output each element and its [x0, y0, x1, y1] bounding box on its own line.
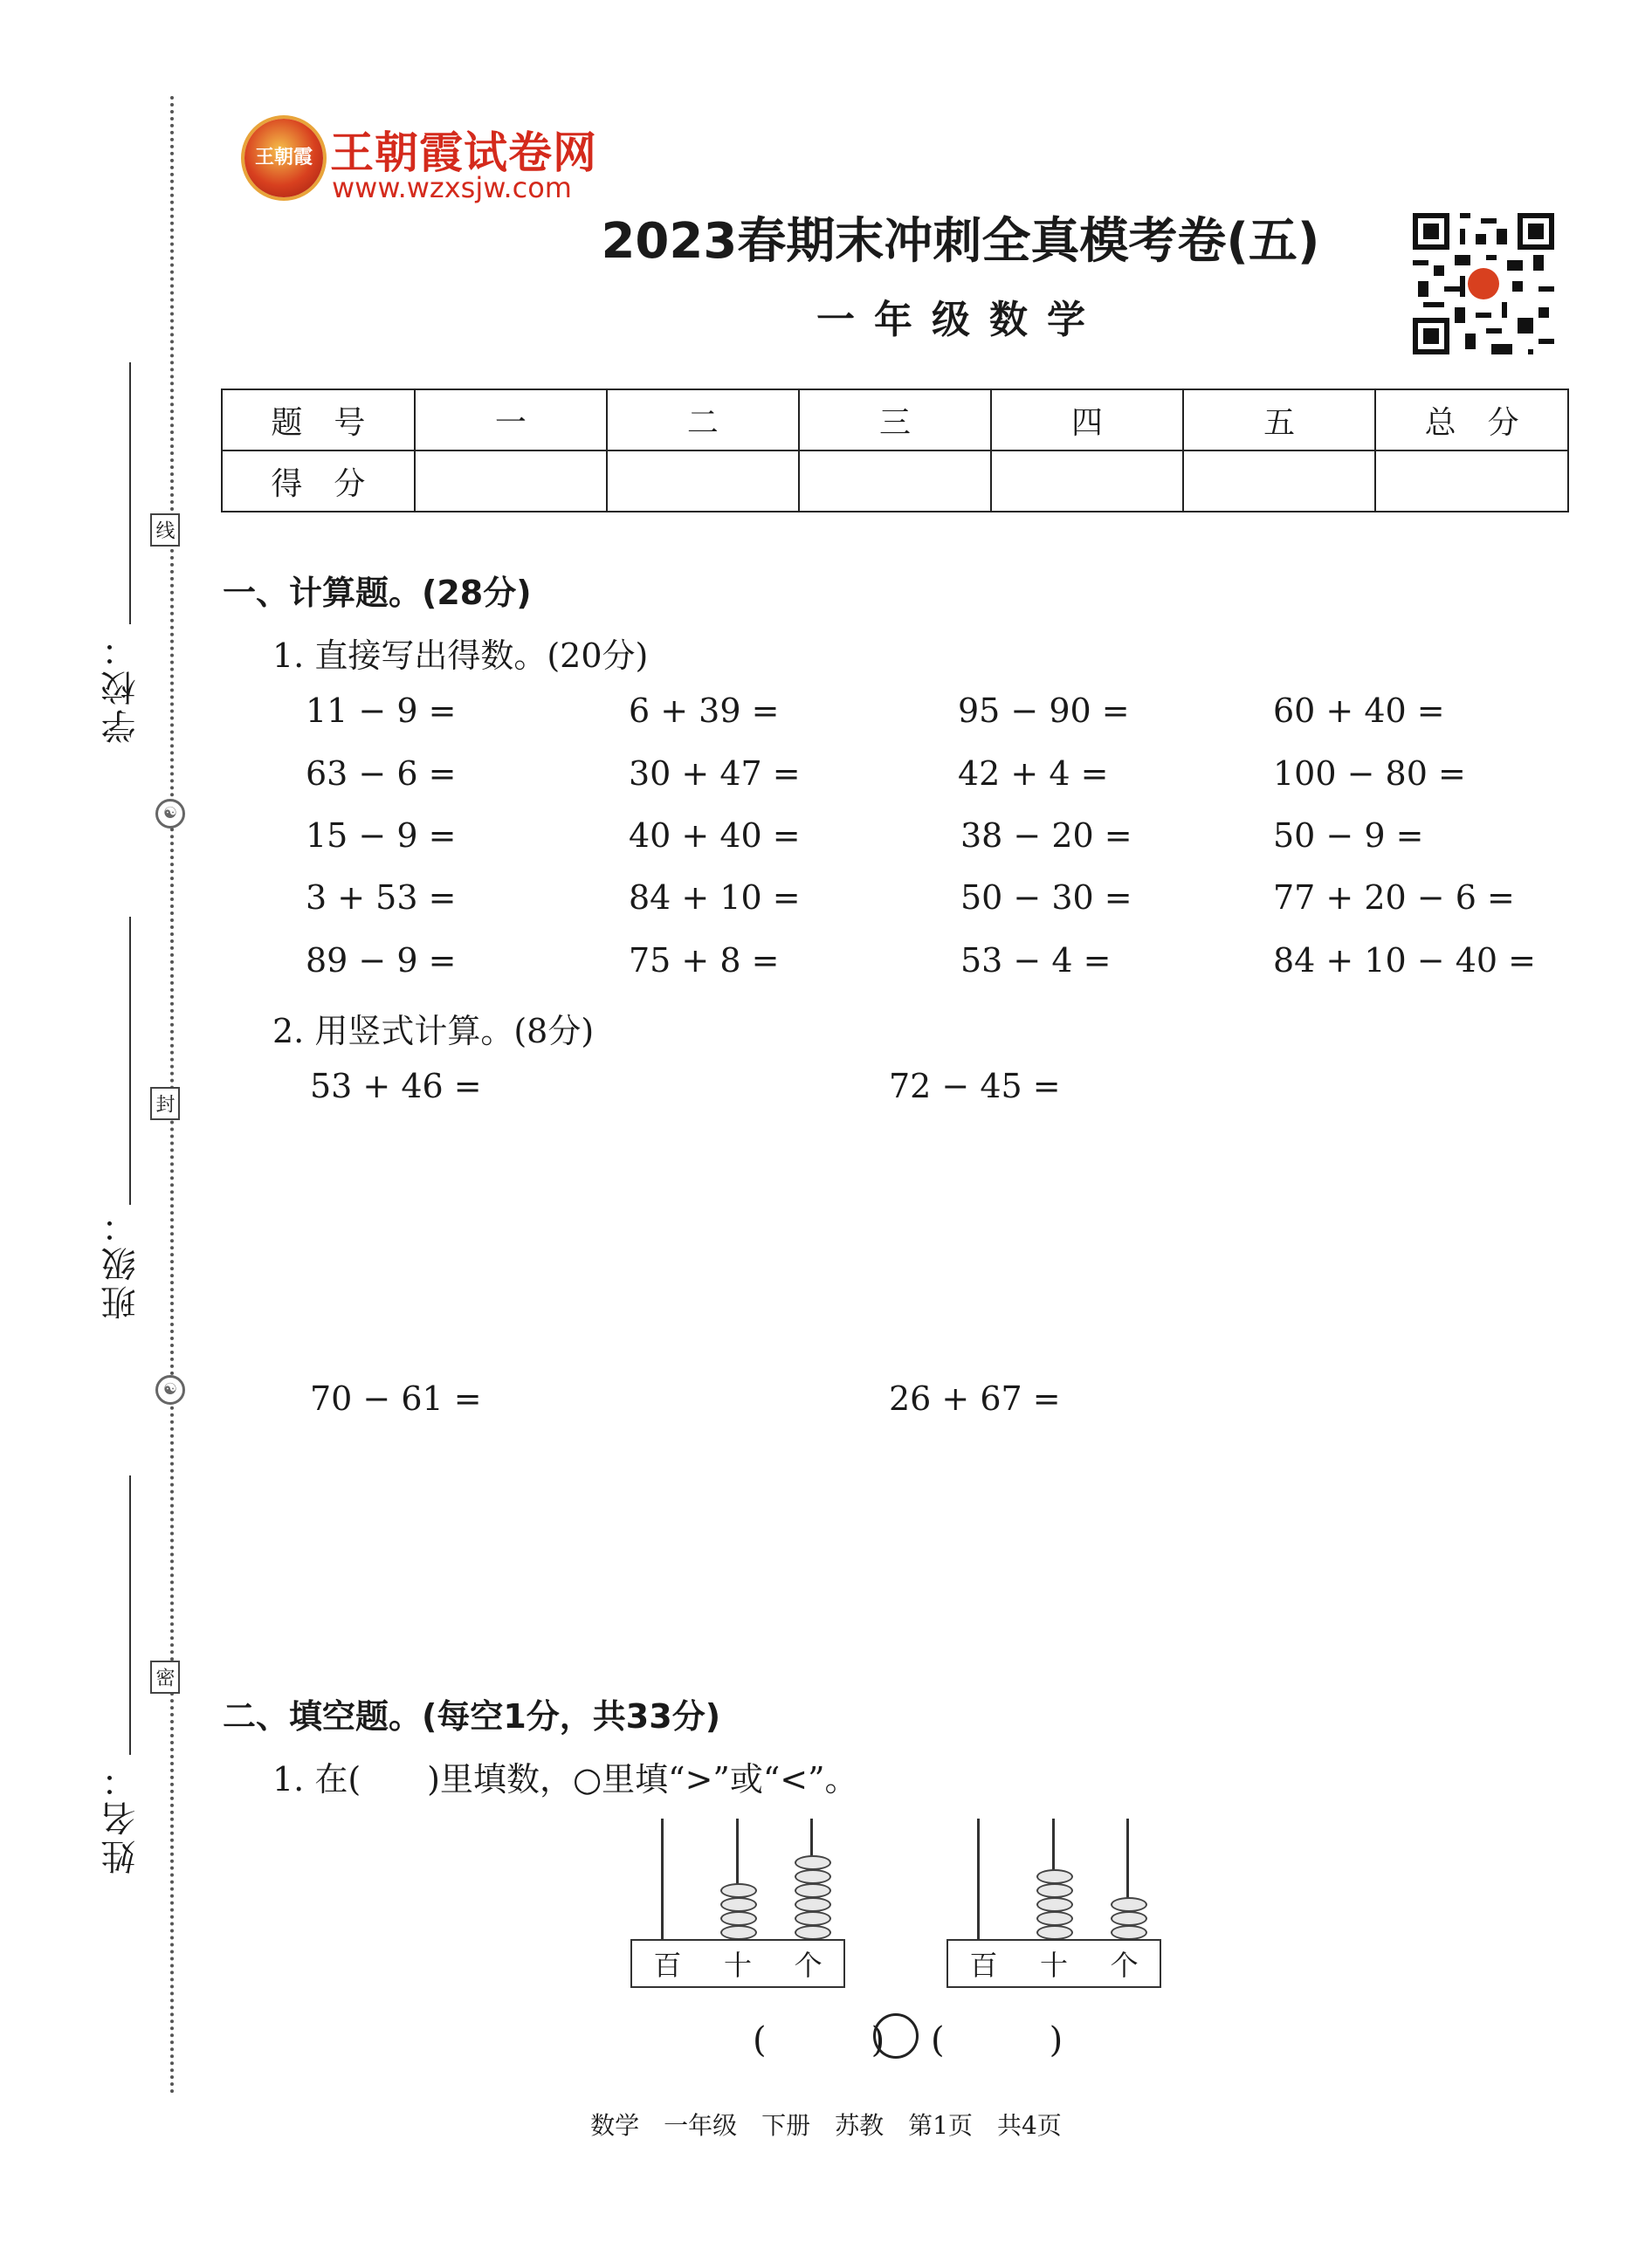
calc-item: 84 + 10 =: [629, 878, 801, 917]
seal-mark-close: 密: [150, 1661, 180, 1694]
compare-circle[interactable]: [873, 2013, 919, 2059]
place-ones: 个: [1110, 1949, 1139, 1982]
score-row-header: 得 分: [222, 450, 415, 512]
abacus-rod: [977, 1819, 980, 1941]
abacus-bead: [1036, 1925, 1073, 1940]
page-title: 2023春期末冲刺全真模考卷(五): [601, 213, 1320, 270]
score-cell[interactable]: [1183, 450, 1375, 512]
abacus-bead: [795, 1869, 831, 1884]
abacus-bead: [720, 1925, 757, 1940]
calc-item: 30 + 47 =: [629, 754, 801, 793]
school-label: 学校：: [101, 629, 141, 744]
s2-q1-title: 1. 在( )里填数，○里填“>”或“<”。: [272, 1760, 858, 1799]
calc-item: 60 + 40 =: [1273, 691, 1445, 730]
calc-item: 89 − 9 =: [306, 941, 457, 980]
score-cell[interactable]: [1375, 450, 1568, 512]
brand-logo-seal: 王朝霞: [244, 119, 323, 197]
brand-url[interactable]: www.wzxsjw.com: [332, 171, 572, 204]
calc-item: 77 + 20 − 6 =: [1273, 878, 1515, 917]
score-col-4: 四: [991, 389, 1183, 450]
name-label: 姓名：: [101, 1759, 141, 1874]
swirl-icon: ☯: [155, 799, 185, 829]
score-col-total: 总 分: [1375, 389, 1568, 450]
score-table: [221, 389, 1569, 512]
place-tens: 十: [723, 1949, 752, 1982]
abacus-place-labels: [946, 1939, 1161, 1988]
q1-title: 1. 直接写出得数。(20分): [272, 636, 649, 675]
score-cell[interactable]: [607, 450, 799, 512]
abacus-bead: [1111, 1911, 1147, 1926]
score-table-score-row: [222, 450, 1568, 512]
calc-item: 50 − 9 =: [1273, 816, 1424, 855]
abacus-bead: [720, 1883, 757, 1898]
abacus-bead: [795, 1925, 831, 1940]
abacus-bead: [795, 1883, 831, 1898]
name-input-line[interactable]: [129, 1475, 131, 1755]
abacus-rod: [661, 1819, 664, 1941]
score-col-3: 三: [799, 389, 991, 450]
brand-name: 王朝霞试卷网: [330, 127, 597, 178]
abacus-bead: [1111, 1925, 1147, 1940]
vertical-calc-item: 72 − 45 =: [889, 1067, 1061, 1105]
calc-item: 63 − 6 =: [306, 754, 457, 793]
place-ones: 个: [794, 1949, 823, 1982]
abacus-bead: [1036, 1883, 1073, 1898]
calc-item: 6 + 39 =: [629, 691, 780, 730]
score-col-1: 一: [415, 389, 607, 450]
calc-item: 84 + 10 − 40 =: [1273, 941, 1536, 980]
score-row-header: 题 号: [222, 389, 415, 450]
abacus-bead: [720, 1897, 757, 1912]
vertical-calc-item: 70 − 61 =: [310, 1379, 482, 1418]
seal-mark-line: 线: [150, 513, 180, 547]
class-label: 班级：: [101, 1205, 141, 1320]
place-hundreds: 百: [653, 1949, 682, 1982]
score-cell[interactable]: [991, 450, 1183, 512]
calc-item: 95 − 90 =: [958, 691, 1130, 730]
calc-item: 75 + 8 =: [629, 941, 780, 980]
section2-title: 二、填空题。(每空1分，共33分): [223, 1697, 721, 1736]
abacus-bead: [795, 1911, 831, 1926]
abacus-bead: [1036, 1897, 1073, 1912]
seal-mark-seal: 封: [150, 1087, 180, 1120]
vertical-calc-item: 26 + 67 =: [889, 1379, 1061, 1418]
qr-code-icon[interactable]: [1413, 213, 1554, 354]
answer-blank-right[interactable]: ( ): [931, 2020, 1063, 2060]
calc-item: 40 + 40 =: [629, 816, 801, 855]
calc-item: 11 − 9 =: [306, 691, 457, 730]
calc-item: 15 − 9 =: [306, 816, 457, 855]
calc-item: 53 − 4 =: [960, 941, 1112, 980]
swirl-icon: ☯: [155, 1375, 185, 1405]
calc-item: 50 − 30 =: [960, 878, 1132, 917]
abacus-place-labels: [630, 1939, 845, 1988]
abacus-bead: [1036, 1911, 1073, 1926]
score-cell[interactable]: [799, 450, 991, 512]
page-footer: 数学 一年级 下册 苏教 第1页 共4页: [590, 2111, 1062, 2140]
abacus-bead: [795, 1897, 831, 1912]
class-input-line[interactable]: [129, 917, 131, 1205]
score-cell[interactable]: [415, 450, 607, 512]
vertical-calc-item: 53 + 46 =: [310, 1067, 482, 1105]
school-input-line[interactable]: [129, 362, 131, 624]
score-col-2: 二: [607, 389, 799, 450]
abacus-bead: [795, 1855, 831, 1870]
abacus-bead: [1111, 1897, 1147, 1912]
calc-item: 100 − 80 =: [1273, 754, 1466, 793]
calc-item: 38 − 20 =: [960, 816, 1132, 855]
score-col-5: 五: [1183, 389, 1375, 450]
page-subtitle: 一年级数学: [816, 298, 1105, 342]
abacus-bead: [1036, 1869, 1073, 1884]
answer-blank-left[interactable]: ( ): [753, 2020, 885, 2060]
calc-item: 3 + 53 =: [306, 878, 457, 917]
place-hundreds: 百: [969, 1949, 998, 1982]
score-table-header-row: [222, 389, 1568, 450]
calc-item: 42 + 4 =: [958, 754, 1109, 793]
place-tens: 十: [1039, 1949, 1068, 1982]
abacus-bead: [720, 1911, 757, 1926]
q2-title: 2. 用竖式计算。(8分): [272, 1012, 595, 1050]
section1-title: 一、计算题。(28分): [223, 574, 532, 612]
